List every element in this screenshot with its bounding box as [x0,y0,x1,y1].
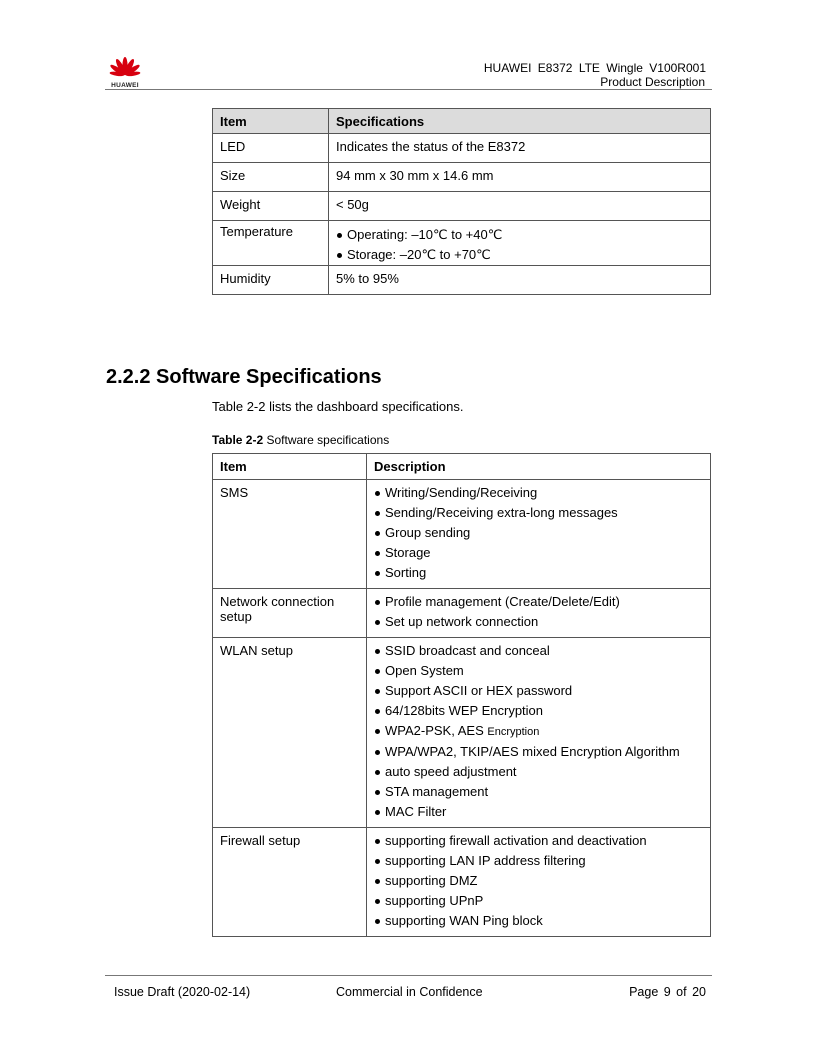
bullet-list [374,831,703,931]
logo-wordmark: HUAWEI [111,82,139,89]
table-row [213,638,711,828]
cell-item: Firewall setup [213,828,367,937]
cell-item: Weight [213,192,329,221]
list-item: Group sending [374,523,703,543]
cell-description [367,480,711,589]
caption-label: Table 2-2 [212,433,264,447]
list-item: Support ASCII or HEX password [374,681,703,701]
list-item: MAC Filter [374,802,703,822]
cell-spec: 5% to 95% [329,266,711,295]
table-row [213,192,711,221]
caption-text: Software specifications [263,433,390,447]
column-header-item: Item [213,454,367,480]
table-row [213,134,711,163]
list-item: Sending/Receiving extra-long messages [374,503,703,523]
cell-item: Temperature [213,221,329,266]
footer-confidentiality: Commercial in Confidence [336,985,483,999]
footer-page-number: Page 9 of 20 [629,985,706,999]
list-item: supporting LAN IP address filtering [374,851,703,871]
header-divider [105,89,712,90]
list-item: STA management [374,782,703,802]
cell-item: SMS [213,480,367,589]
huawei-petals-icon [105,56,145,82]
bullet-list [374,641,703,822]
table-row [213,480,711,589]
list-item: auto speed adjustment [374,762,703,782]
table-header-row [213,454,711,480]
document-subtitle: Product Description [600,75,705,89]
list-item: Storage [374,543,703,563]
list-item: Operating: –10℃ to +40℃ [336,225,703,245]
cell-description [367,828,711,937]
cell-item: LED [213,134,329,163]
cell-item: Network connection setup [213,589,367,638]
list-item: Set up network connection [374,612,703,632]
section-heading: 2.2.2 Software Specifications [106,366,382,388]
table-row [213,828,711,937]
list-item: supporting firewall activation and deactivation [374,831,703,851]
footer-issue: Issue Draft (2020-02-14) [114,985,251,999]
list-item: Storage: –20℃ to +70℃ [336,245,703,265]
cell-item: Size [213,163,329,192]
list-item: supporting DMZ [374,871,703,891]
list-item: Profile management (Create/Delete/Edit) [374,592,703,612]
cell-item: Humidity [213,266,329,295]
table-row [213,589,711,638]
table-header-row [213,109,711,134]
hardware-spec-table [212,108,711,295]
list-item: Open System [374,661,703,681]
list-item: WPA/WPA2, TKIP/AES mixed Encryption Algorithm [374,742,703,762]
software-spec-table [212,453,711,937]
cell-spec: Indicates the status of the E8372 [329,134,711,163]
column-header-specifications: Specifications [329,109,711,134]
document-title: HUAWEI E8372 LTE Wingle V100R001 [483,61,706,75]
footer-divider [105,975,712,976]
bullet-list [374,592,703,632]
column-header-description: Description [367,454,711,480]
cell-spec [329,221,711,266]
huawei-logo [105,56,145,90]
list-item: SSID broadcast and conceal [374,641,703,661]
cell-description [367,638,711,828]
list-item: 64/128bits WEP Encryption [374,701,703,721]
list-item-suffix: Encryption [487,726,540,738]
cell-item: WLAN setup [213,638,367,828]
bullet-list [336,225,703,265]
table-caption [212,433,389,447]
list-item: supporting UPnP [374,891,703,911]
table-row [213,266,711,295]
column-header-item: Item [213,109,329,134]
list-item [374,721,703,742]
table-row [213,163,711,192]
bullet-list [374,483,703,583]
cell-description [367,589,711,638]
section-intro: Table 2-2 lists the dashboard specifications. [212,399,464,414]
list-item: Sorting [374,563,703,583]
table-row [213,221,711,266]
cell-spec: < 50g [329,192,711,221]
list-item: Writing/Sending/Receiving [374,483,703,503]
list-item-text: WPA2-PSK, AES [385,723,484,738]
cell-spec: 94 mm x 30 mm x 14.6 mm [329,163,711,192]
list-item: supporting WAN Ping block [374,911,703,931]
